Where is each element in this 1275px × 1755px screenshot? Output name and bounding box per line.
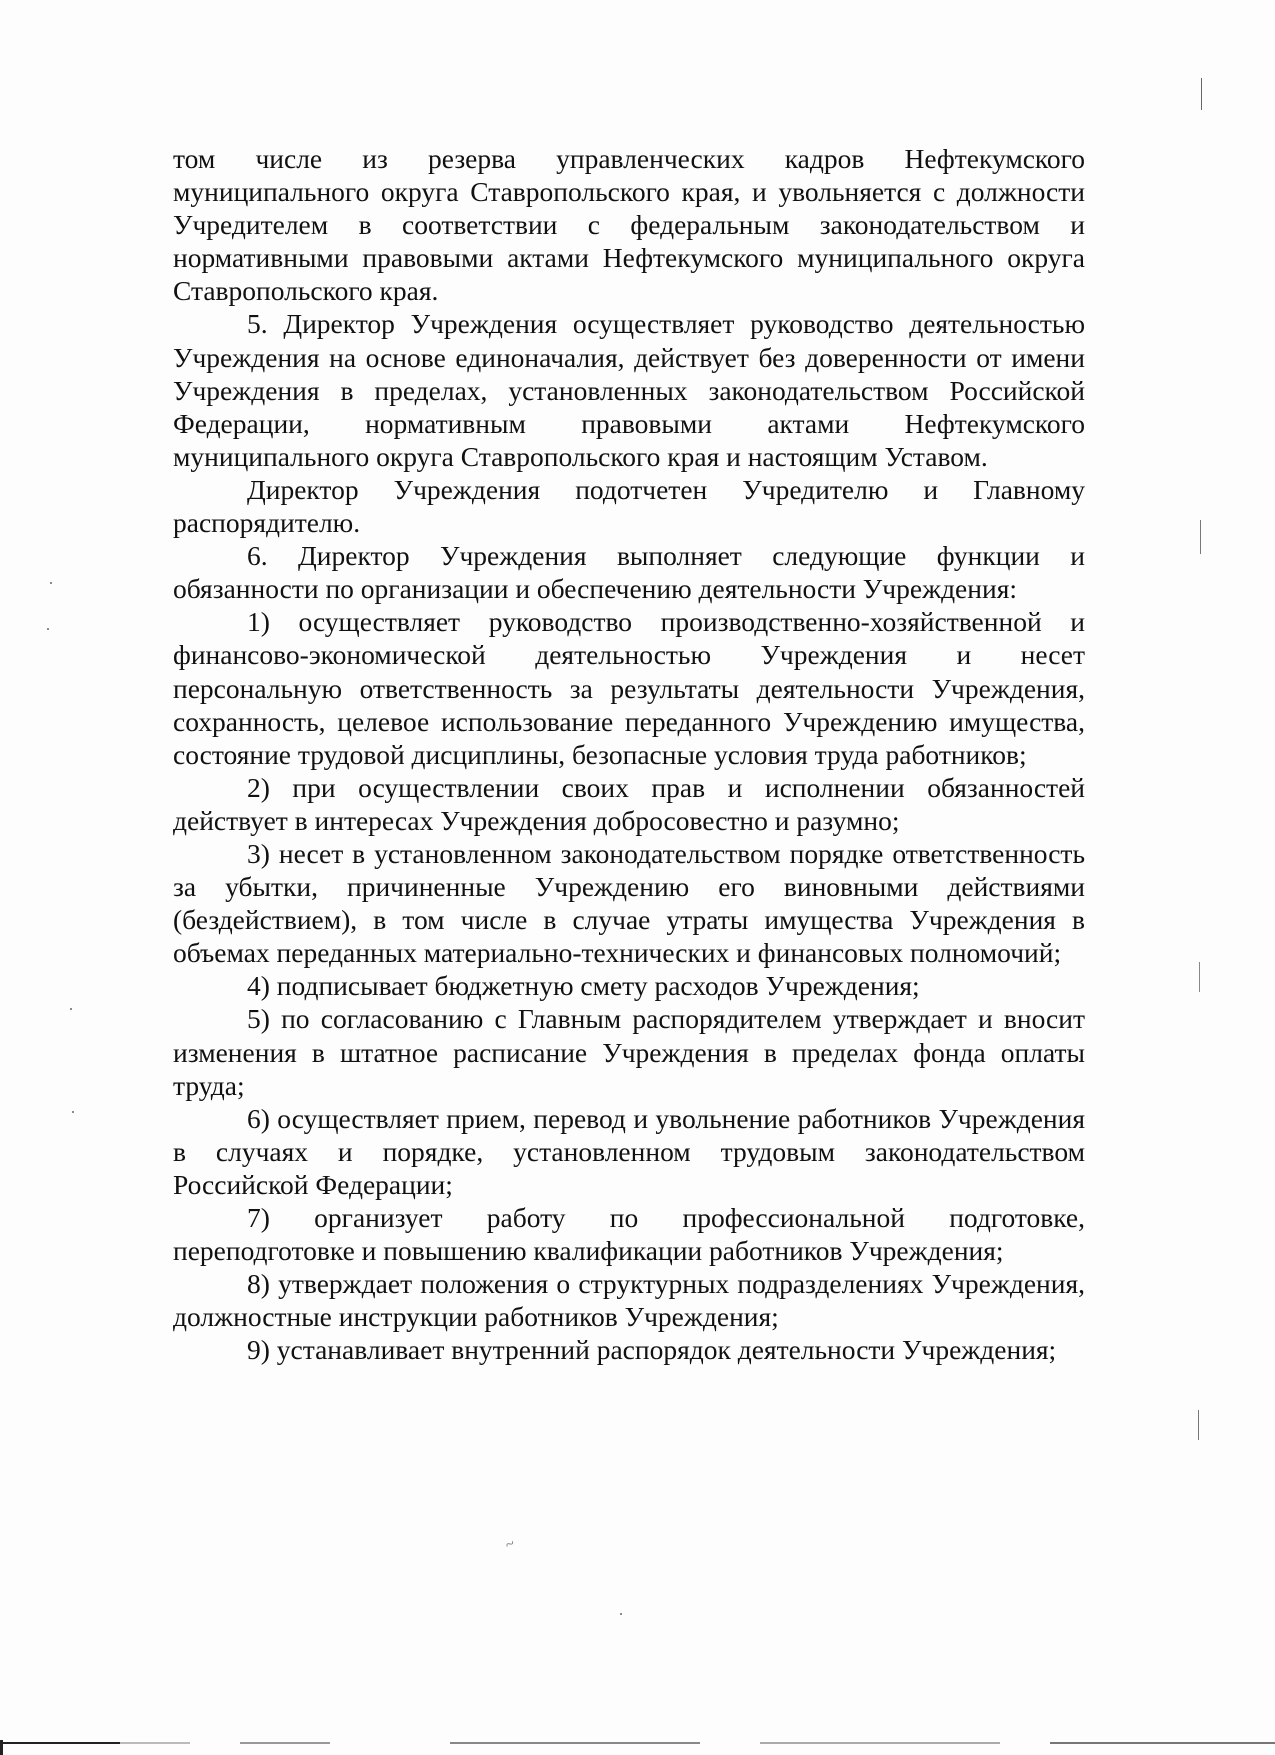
paragraph-director-accountable: Директор Учреждения подотчетен Учредителю и Главному распорядителю. [173, 473, 1085, 539]
list-item-3: 3) несет в установленном законодательством порядке ответственность за убытки, причиненные Учреждению его виновными действиями (бездействием), в том числе в случае утраты имущества Учреждения в объемах переданных материально-технических и финансовых полномочий; [173, 837, 1085, 969]
page-bottom-edge [0, 1742, 1275, 1744]
page-corner-mark [0, 1740, 3, 1755]
scan-artifact-dot [50, 582, 52, 584]
list-item-6: 6) осуществляет прием, перевод и увольнение работников Учреждения в случаях и порядке, установленном трудовым законодательством Российской Федерации; [173, 1102, 1085, 1200]
list-item-5: 5) по согласованию с Главным распорядителем утверждает и вносит изменения в штатное расписание Учреждения в пределах фонда оплаты труда; [173, 1003, 1085, 1101]
paragraph-continuation: том числе из резерва управленческих кадров Нефтекумского муниципального округа Ставропольского края, и увольняется с должности Учредителем в соответствии с федеральным законодательством и нормативными правовыми актами Нефтекумского муниципального округа Ставропольского края. [173, 143, 1085, 307]
scan-artifact-line [1201, 78, 1202, 110]
list-item-4: 4) подписывает бюджетную смету расходов Учреждения; [247, 970, 920, 1002]
paragraph-item-6: 6. Директор Учреждения выполняет следующие функции и обязанности по организации и обеспечению деятельности Учреждения: [173, 540, 1085, 605]
scan-artifact-dot [47, 628, 49, 630]
list-item-8: 8) утверждает положения о структурных подразделениях Учреждения, должностные инструкции работников Учреждения; [173, 1268, 1085, 1333]
paragraph-item-5: 5. Директор Учреждения осуществляет руководство деятельностью Учреждения на основе единоначалия, действует без доверенности от имени Учреждения в пределах, установленных законодательством Российской Федерации, нормативным правовыми актами Нефтекумского муниципального округа Ставропольского края и настоящим Уставом. [173, 308, 1085, 472]
scan-artifact-line [1199, 962, 1200, 992]
scan-artifact-dot [72, 1111, 74, 1113]
scan-artifact-squiggle: ~ [502, 1535, 518, 1555]
list-item-7: 7) организует работу по профессиональной подготовке, переподготовке и повышению квалификации работников Учреждения; [173, 1202, 1085, 1267]
scan-artifact-dot [70, 1008, 72, 1010]
scan-artifact-line [1198, 1410, 1199, 1440]
scan-artifact-dot [620, 1613, 622, 1615]
list-item-1: 1) осуществляет руководство производственно-хозяйственной и финансово-экономической деятельностью Учреждения и несет персональную ответственность за результаты деятельности Учреждения, сохранность, целевое использование переданного Учреждению имущества, состояние трудовой дисциплины, безопасные условия труда работников; [173, 606, 1085, 770]
list-item-9: 9) устанавливает внутренний распорядок деятельности Учреждения; [247, 1334, 1057, 1366]
scan-artifact-line [1200, 520, 1201, 554]
list-item-2: 2) при осуществлении своих прав и исполнении обязанностей действует в интересах Учреждения добросовестно и разумно; [173, 771, 1085, 836]
document-body [173, 142, 1085, 1366]
